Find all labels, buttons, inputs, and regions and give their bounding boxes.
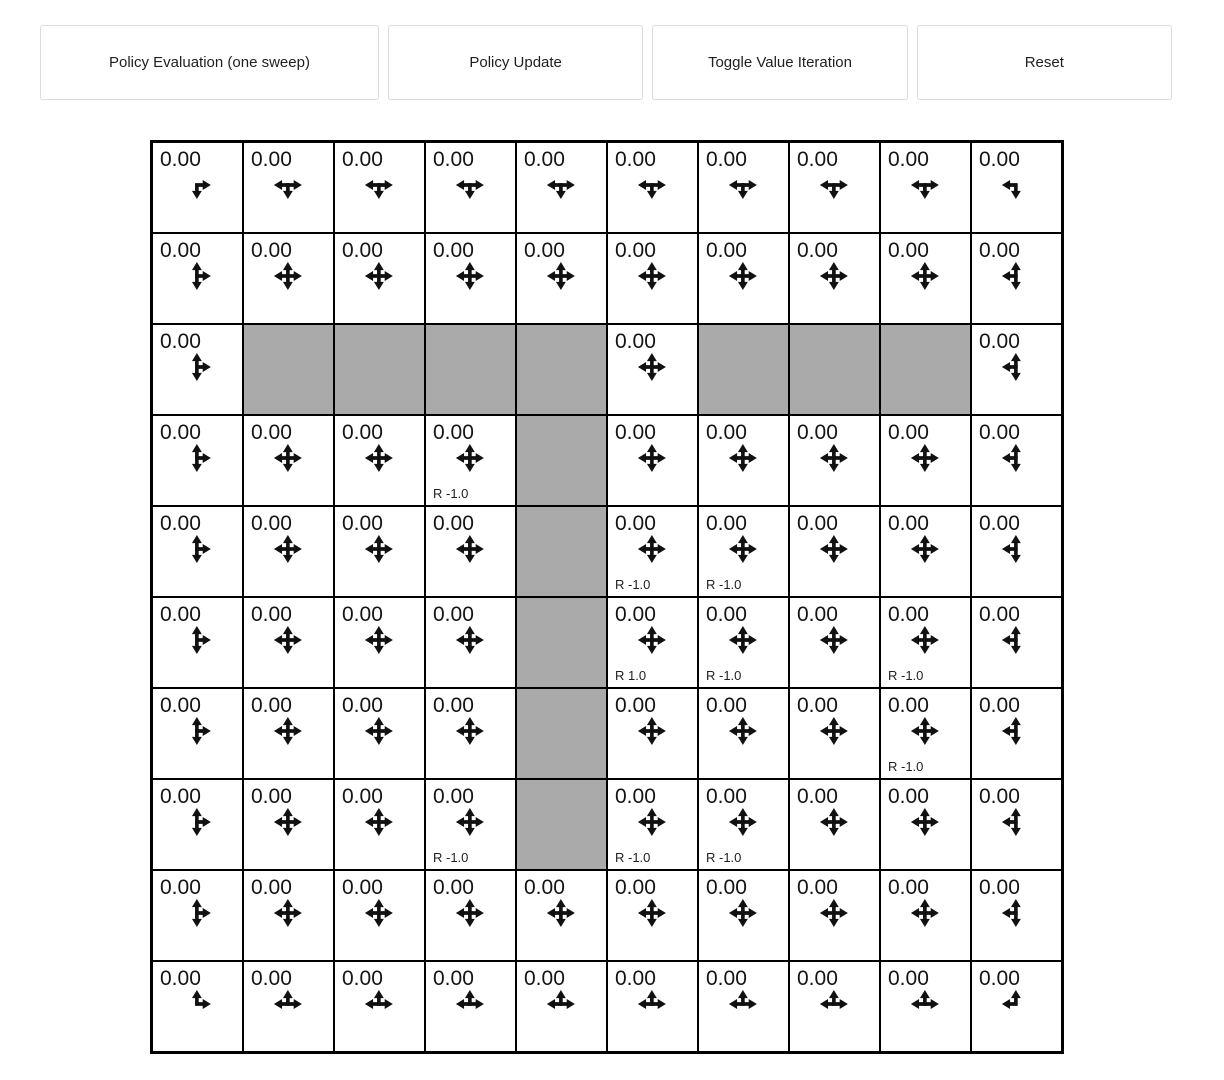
policy-arrows-icon [1001, 444, 1029, 472]
state-cell [971, 870, 1062, 961]
policy-arrows-icon [728, 535, 756, 563]
policy-arrows-icon [273, 717, 301, 745]
state-value: 0.00 [615, 694, 656, 717]
state-value: 0.00 [615, 785, 656, 808]
state-value: 0.00 [342, 421, 383, 444]
toolbar [40, 25, 1172, 100]
state-cell [607, 415, 698, 506]
state-cell [789, 597, 880, 688]
state-cell [971, 506, 1062, 597]
toggle-value-iteration-button[interactable]: Toggle Value Iteration [652, 25, 907, 100]
reset-button[interactable]: Reset [917, 25, 1172, 100]
state-cell [698, 597, 789, 688]
state-cell [243, 870, 334, 961]
state-value: 0.00 [979, 785, 1020, 808]
state-cell [152, 324, 243, 415]
state-cell [789, 961, 880, 1052]
state-cell [971, 961, 1062, 1052]
state-value: 0.00 [979, 148, 1020, 171]
state-value: 0.00 [160, 967, 201, 990]
state-cell [880, 870, 971, 961]
state-value: 0.00 [433, 876, 474, 899]
state-cell [425, 597, 516, 688]
policy-arrows-icon [637, 535, 665, 563]
policy-arrows-icon [910, 899, 938, 927]
state-value: 0.00 [524, 239, 565, 262]
policy-arrows-icon [182, 262, 210, 290]
state-value: 0.00 [797, 148, 838, 171]
wall-cell [516, 324, 607, 415]
state-cell [334, 779, 425, 870]
state-value: 0.00 [615, 512, 656, 535]
state-value: 0.00 [706, 603, 747, 626]
state-cell [607, 961, 698, 1052]
policy-arrows-icon [819, 990, 847, 1018]
policy-arrows-icon [637, 262, 665, 290]
state-cell [516, 870, 607, 961]
policy-arrows-icon [546, 899, 574, 927]
state-cell [243, 233, 334, 324]
state-cell [334, 415, 425, 506]
state-value: 0.00 [160, 512, 201, 535]
state-cell [789, 688, 880, 779]
state-cell [152, 870, 243, 961]
state-cell [698, 233, 789, 324]
state-value: 0.00 [160, 148, 201, 171]
wall-cell [334, 324, 425, 415]
policy-arrows-icon [819, 444, 847, 472]
state-cell [152, 506, 243, 597]
policy-arrows-icon [364, 626, 392, 654]
state-cell [425, 142, 516, 233]
policy-arrows-icon [364, 262, 392, 290]
policy-arrows-icon [1001, 899, 1029, 927]
policy-arrows-icon [455, 808, 483, 836]
policy-arrows-icon [1001, 717, 1029, 745]
state-cell [698, 961, 789, 1052]
state-cell [334, 142, 425, 233]
policy-arrows-icon [728, 262, 756, 290]
state-value: 0.00 [251, 876, 292, 899]
state-cell [880, 506, 971, 597]
policy-arrows-icon [182, 353, 210, 381]
policy-arrows-icon [273, 899, 301, 927]
state-value: 0.00 [888, 239, 929, 262]
state-cell [880, 961, 971, 1052]
state-value: 0.00 [706, 512, 747, 535]
state-value: 0.00 [251, 603, 292, 626]
policy-arrows-icon [182, 717, 210, 745]
policy-arrows-icon [364, 444, 392, 472]
policy-arrows-icon [182, 171, 210, 199]
state-value: 0.00 [797, 239, 838, 262]
policy-arrows-icon [455, 444, 483, 472]
state-value: 0.00 [797, 603, 838, 626]
state-value: 0.00 [615, 330, 656, 353]
state-value: 0.00 [251, 512, 292, 535]
reward-label: R 1.0 [615, 668, 647, 683]
state-cell [971, 688, 1062, 779]
policy-arrows-icon [819, 535, 847, 563]
policy-arrows-icon [637, 444, 665, 472]
state-value: 0.00 [979, 512, 1020, 535]
state-value: 0.00 [524, 148, 565, 171]
policy-arrows-icon [364, 535, 392, 563]
state-value: 0.00 [706, 239, 747, 262]
state-value: 0.00 [888, 876, 929, 899]
policy-update-button[interactable]: Policy Update [388, 25, 643, 100]
state-cell [334, 233, 425, 324]
policy-arrows-icon [455, 262, 483, 290]
policy-arrows-icon [819, 717, 847, 745]
policy-arrows-icon [1001, 535, 1029, 563]
policy-arrows-icon [637, 899, 665, 927]
state-value: 0.00 [342, 785, 383, 808]
state-value: 0.00 [160, 239, 201, 262]
policy-arrows-icon [455, 626, 483, 654]
wall-cell [880, 324, 971, 415]
state-value: 0.00 [797, 512, 838, 535]
state-cell [152, 597, 243, 688]
state-cell [425, 779, 516, 870]
policy-arrows-icon [637, 171, 665, 199]
state-value: 0.00 [160, 876, 201, 899]
state-value: 0.00 [160, 330, 201, 353]
state-value: 0.00 [342, 148, 383, 171]
state-value: 0.00 [615, 239, 656, 262]
state-value: 0.00 [888, 148, 929, 171]
state-value: 0.00 [979, 876, 1020, 899]
policy-arrows-icon [1001, 262, 1029, 290]
state-value: 0.00 [433, 512, 474, 535]
state-value: 0.00 [251, 785, 292, 808]
reward-label: R -1.0 [433, 850, 469, 865]
state-value: 0.00 [706, 785, 747, 808]
state-value: 0.00 [433, 694, 474, 717]
state-cell [789, 233, 880, 324]
policy-arrows-icon [637, 808, 665, 836]
policy-arrows-icon [273, 990, 301, 1018]
state-cell [243, 688, 334, 779]
policy-arrows-icon [364, 990, 392, 1018]
state-value: 0.00 [342, 239, 383, 262]
state-cell [425, 870, 516, 961]
state-cell [971, 415, 1062, 506]
state-value: 0.00 [979, 967, 1020, 990]
state-value: 0.00 [433, 967, 474, 990]
state-value: 0.00 [979, 421, 1020, 444]
policy-arrows-icon [1001, 353, 1029, 381]
policy-arrows-icon [819, 262, 847, 290]
policy-arrows-icon [910, 626, 938, 654]
policy-arrows-icon [1001, 990, 1029, 1018]
policy-arrows-icon [910, 717, 938, 745]
policy-evaluation-button[interactable]: Policy Evaluation (one sweep) [40, 25, 379, 100]
state-cell [334, 870, 425, 961]
state-value: 0.00 [342, 876, 383, 899]
state-cell [243, 961, 334, 1052]
policy-arrows-icon [1001, 808, 1029, 836]
state-value: 0.00 [615, 148, 656, 171]
policy-arrows-icon [728, 171, 756, 199]
state-value: 0.00 [979, 239, 1020, 262]
policy-arrows-icon [273, 444, 301, 472]
reward-label: R -1.0 [615, 577, 651, 592]
state-value: 0.00 [615, 421, 656, 444]
policy-arrows-icon [273, 808, 301, 836]
policy-arrows-icon [637, 353, 665, 381]
state-cell [425, 506, 516, 597]
state-value: 0.00 [615, 603, 656, 626]
state-value: 0.00 [342, 512, 383, 535]
state-cell [243, 506, 334, 597]
policy-arrows-icon [728, 626, 756, 654]
state-cell [152, 233, 243, 324]
state-value: 0.00 [433, 421, 474, 444]
state-value: 0.00 [524, 967, 565, 990]
policy-arrows-icon [637, 626, 665, 654]
policy-arrows-icon [546, 262, 574, 290]
policy-arrows-icon [728, 808, 756, 836]
policy-arrows-icon [364, 808, 392, 836]
state-cell [880, 233, 971, 324]
state-value: 0.00 [706, 148, 747, 171]
state-cell [607, 597, 698, 688]
wall-cell [789, 324, 880, 415]
policy-arrows-icon [910, 990, 938, 1018]
policy-arrows-icon [728, 444, 756, 472]
state-cell [607, 870, 698, 961]
state-cell [607, 142, 698, 233]
state-value: 0.00 [888, 785, 929, 808]
state-cell [607, 506, 698, 597]
state-cell [152, 142, 243, 233]
wall-cell [516, 779, 607, 870]
state-value: 0.00 [979, 694, 1020, 717]
state-cell [243, 415, 334, 506]
wall-cell [425, 324, 516, 415]
state-value: 0.00 [160, 421, 201, 444]
state-value: 0.00 [888, 694, 929, 717]
state-value: 0.00 [706, 967, 747, 990]
state-value: 0.00 [251, 967, 292, 990]
state-cell [789, 142, 880, 233]
state-value: 0.00 [342, 694, 383, 717]
reward-label: R -1.0 [888, 668, 924, 683]
state-cell [425, 415, 516, 506]
state-cell [971, 779, 1062, 870]
state-cell [152, 961, 243, 1052]
state-value: 0.00 [160, 694, 201, 717]
policy-arrows-icon [182, 808, 210, 836]
state-cell [334, 506, 425, 597]
policy-arrows-icon [273, 171, 301, 199]
state-cell [880, 415, 971, 506]
state-cell [243, 597, 334, 688]
state-cell [334, 688, 425, 779]
state-value: 0.00 [160, 603, 201, 626]
state-value: 0.00 [251, 239, 292, 262]
state-cell [880, 597, 971, 688]
reward-label: R -1.0 [706, 850, 742, 865]
state-value: 0.00 [979, 330, 1020, 353]
state-value: 0.00 [706, 694, 747, 717]
state-cell [152, 779, 243, 870]
state-value: 0.00 [888, 512, 929, 535]
state-cell [425, 961, 516, 1052]
state-cell [698, 870, 789, 961]
policy-arrows-icon [546, 171, 574, 199]
state-value: 0.00 [797, 967, 838, 990]
state-cell [334, 961, 425, 1052]
policy-arrows-icon [1001, 171, 1029, 199]
policy-arrows-icon [910, 808, 938, 836]
state-value: 0.00 [706, 876, 747, 899]
policy-arrows-icon [364, 717, 392, 745]
state-cell [334, 597, 425, 688]
state-cell [607, 324, 698, 415]
state-cell [698, 688, 789, 779]
policy-arrows-icon [728, 899, 756, 927]
state-value: 0.00 [888, 603, 929, 626]
state-value: 0.00 [342, 603, 383, 626]
reward-label: R -1.0 [433, 486, 469, 501]
reward-label: R -1.0 [888, 759, 924, 774]
state-cell [880, 688, 971, 779]
state-value: 0.00 [979, 603, 1020, 626]
wall-cell [516, 688, 607, 779]
policy-arrows-icon [910, 535, 938, 563]
state-cell [516, 961, 607, 1052]
state-cell [516, 233, 607, 324]
state-cell [425, 688, 516, 779]
policy-arrows-icon [273, 535, 301, 563]
state-cell [243, 142, 334, 233]
state-cell [243, 779, 334, 870]
policy-arrows-icon [819, 626, 847, 654]
policy-arrows-icon [728, 717, 756, 745]
wall-cell [516, 597, 607, 688]
state-value: 0.00 [433, 239, 474, 262]
state-value: 0.00 [797, 785, 838, 808]
state-cell [425, 233, 516, 324]
state-cell [971, 233, 1062, 324]
state-cell [698, 142, 789, 233]
state-cell [789, 506, 880, 597]
state-value: 0.00 [342, 967, 383, 990]
state-cell [607, 233, 698, 324]
policy-arrows-icon [819, 171, 847, 199]
state-cell [607, 779, 698, 870]
state-cell [789, 870, 880, 961]
state-value: 0.00 [888, 421, 929, 444]
state-cell [789, 779, 880, 870]
state-cell [971, 597, 1062, 688]
policy-arrows-icon [455, 717, 483, 745]
state-cell [971, 324, 1062, 415]
reward-label: R -1.0 [615, 850, 651, 865]
state-cell [698, 415, 789, 506]
state-value: 0.00 [251, 694, 292, 717]
policy-arrows-icon [273, 262, 301, 290]
state-cell [516, 142, 607, 233]
policy-arrows-icon [455, 899, 483, 927]
state-value: 0.00 [797, 876, 838, 899]
policy-arrows-icon [819, 808, 847, 836]
state-value: 0.00 [888, 967, 929, 990]
state-cell [152, 688, 243, 779]
gridworld [150, 140, 1064, 1054]
policy-arrows-icon [546, 990, 574, 1018]
policy-arrows-icon [910, 444, 938, 472]
reward-label: R -1.0 [706, 668, 742, 683]
policy-arrows-icon [182, 899, 210, 927]
policy-arrows-icon [728, 990, 756, 1018]
state-value: 0.00 [615, 876, 656, 899]
policy-arrows-icon [455, 535, 483, 563]
state-value: 0.00 [251, 421, 292, 444]
policy-arrows-icon [455, 171, 483, 199]
state-cell [789, 415, 880, 506]
wall-cell [243, 324, 334, 415]
policy-arrows-icon [182, 444, 210, 472]
policy-arrows-icon [182, 626, 210, 654]
state-value: 0.00 [797, 694, 838, 717]
state-value: 0.00 [615, 967, 656, 990]
state-value: 0.00 [433, 148, 474, 171]
state-cell [698, 506, 789, 597]
state-value: 0.00 [433, 603, 474, 626]
policy-arrows-icon [819, 899, 847, 927]
state-cell [880, 779, 971, 870]
wall-cell [698, 324, 789, 415]
state-value: 0.00 [433, 785, 474, 808]
state-cell [880, 142, 971, 233]
policy-arrows-icon [910, 262, 938, 290]
policy-arrows-icon [455, 990, 483, 1018]
policy-arrows-icon [364, 899, 392, 927]
state-value: 0.00 [706, 421, 747, 444]
policy-arrows-icon [910, 171, 938, 199]
state-value: 0.00 [251, 148, 292, 171]
state-value: 0.00 [524, 876, 565, 899]
policy-arrows-icon [637, 717, 665, 745]
policy-arrows-icon [1001, 626, 1029, 654]
policy-arrows-icon [273, 626, 301, 654]
policy-arrows-icon [182, 535, 210, 563]
wall-cell [516, 506, 607, 597]
state-cell [152, 415, 243, 506]
state-value: 0.00 [797, 421, 838, 444]
policy-arrows-icon [364, 171, 392, 199]
policy-arrows-icon [637, 990, 665, 1018]
wall-cell [516, 415, 607, 506]
policy-arrows-icon [182, 990, 210, 1018]
state-cell [971, 142, 1062, 233]
state-cell [607, 688, 698, 779]
state-value: 0.00 [160, 785, 201, 808]
reward-label: R -1.0 [706, 577, 742, 592]
state-cell [698, 779, 789, 870]
